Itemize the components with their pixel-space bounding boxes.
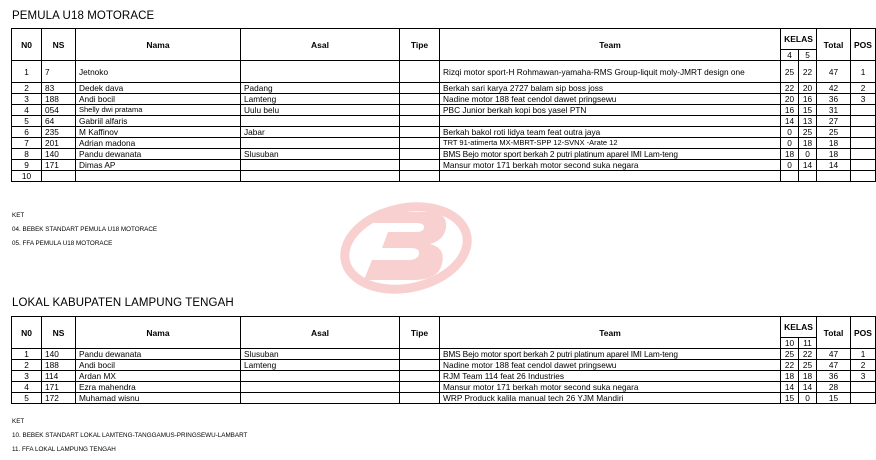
cell-tipe [400, 393, 440, 404]
cell-pos: 1 [851, 61, 876, 83]
cell-ns: 171 [42, 382, 76, 393]
cell-pos [851, 382, 876, 393]
cell-team: Berkah sari karya 2727 balam sip boss joss [440, 83, 781, 94]
table-header-row [12, 317, 876, 338]
header-team: Team [440, 29, 781, 61]
table-row [12, 61, 876, 83]
cell-nama: Gabriil alfaris [76, 116, 241, 127]
cell-total: 25 [817, 127, 851, 138]
watermark-shapes [337, 196, 475, 300]
header-no: N0 [12, 317, 42, 349]
header-total: Total [817, 29, 851, 61]
note-line: 05. FFA PEMULA U18 MOTORACE [12, 240, 113, 247]
cell-team: PBC Junior berkah kopi bos yasel PTN [440, 105, 781, 116]
cell-kelas-2: 0 [799, 149, 817, 160]
cell-tipe [400, 360, 440, 371]
cell-ns: 172 [42, 393, 76, 404]
cell-nama: Dimas AP [76, 160, 241, 171]
cell-total: 47 [817, 61, 851, 83]
cell-kelas-2: 18 [799, 371, 817, 382]
cell-kelas-2: 16 [799, 94, 817, 105]
header-pos: POS [851, 317, 876, 349]
note-line: 04. BEBEK STANDART PEMULA U18 MOTORACE [12, 226, 158, 233]
cell-team: Mansur motor 171 berkah motor second suka negara [440, 160, 781, 171]
cell-tipe [400, 160, 440, 171]
cell-team: Mansur motor 171 berkah motor second suka negara [440, 382, 781, 393]
cell-total: 28 [817, 382, 851, 393]
header-kelas-2: 5 [799, 50, 817, 61]
cell-no: 1 [12, 349, 42, 360]
cell-no: 2 [12, 83, 42, 94]
cell-ns: 235 [42, 127, 76, 138]
cell-total: 18 [817, 149, 851, 160]
cell-team: TRT 91-atimerta MX-MBRT-SPP 12-SVNX -Arate 12 [440, 138, 781, 149]
cell-total: 42 [817, 83, 851, 94]
header-pos: POS [851, 29, 876, 61]
cell-asal: Slusuban [241, 349, 400, 360]
cell-kelas-1: 0 [781, 127, 799, 138]
cell-tipe [400, 83, 440, 94]
table-row [12, 127, 876, 138]
section-title-lokal: LOKAL KABUPATEN LAMPUNG TENGAH [12, 297, 234, 309]
cell-kelas-1: 18 [781, 149, 799, 160]
header-asal: Asal [241, 29, 400, 61]
cell-team: Nadine motor 188 feat cendol dawet pringsewu [440, 94, 781, 105]
header-kelas-1: 10 [781, 338, 799, 349]
cell-tipe [400, 171, 440, 182]
cell-no: 1 [12, 61, 42, 83]
header-tipe: Tipe [400, 317, 440, 349]
cell-asal: Slusuban [241, 149, 400, 160]
table-row [12, 160, 876, 171]
cell-asal: Jabar [241, 127, 400, 138]
cell-pos [851, 171, 876, 182]
cell-total: 36 [817, 94, 851, 105]
cell-nama: M Kaffinov [76, 127, 241, 138]
cell-ns: 140 [42, 349, 76, 360]
cell-kelas-1: 14 [781, 116, 799, 127]
table-row [12, 94, 876, 105]
cell-kelas-1: 18 [781, 371, 799, 382]
cell-asal [241, 116, 400, 127]
header-no: N0 [12, 29, 42, 61]
table-row [12, 382, 876, 393]
table-header-row [12, 29, 876, 50]
cell-total: 47 [817, 349, 851, 360]
cell-ns: 201 [42, 138, 76, 149]
cell-no: 2 [12, 360, 42, 371]
table-row [12, 371, 876, 382]
cell-kelas-2: 14 [799, 160, 817, 171]
cell-pos [851, 393, 876, 404]
cell-kelas-1: 14 [781, 382, 799, 393]
cell-ns: 114 [42, 371, 76, 382]
section-title-pemula: PEMULA U18 MOTORACE [12, 10, 155, 22]
note-line: 11. FFA LOKAL LAMPUNG TENGAH [12, 446, 116, 453]
header-team: Team [440, 317, 781, 349]
cell-asal: Lamteng [241, 360, 400, 371]
cell-pos [851, 105, 876, 116]
cell-ns: 64 [42, 116, 76, 127]
header-tipe: Tipe [400, 29, 440, 61]
header-ns: NS [42, 317, 76, 349]
cell-ns: 188 [42, 360, 76, 371]
header-kelas: KELAS [781, 29, 817, 50]
cell-no: 4 [12, 382, 42, 393]
cell-team: BMS Bejo motor sport berkah 2 putri platinum aparel IMI Lam-teng [440, 349, 781, 360]
cell-total: 36 [817, 371, 851, 382]
cell-kelas-2: 18 [799, 138, 817, 149]
header-total: Total [817, 317, 851, 349]
cell-asal [241, 382, 400, 393]
table-row [12, 83, 876, 94]
cell-team: Rizqi motor sport-H Rohmawan-yamaha-RMS Group-liquit moly-JMRT design one [440, 61, 781, 83]
table-row [12, 105, 876, 116]
cell-no: 5 [12, 116, 42, 127]
cell-no: 10 [12, 171, 42, 182]
notes-lokal [12, 417, 247, 459]
cell-tipe [400, 149, 440, 160]
cell-nama [76, 171, 241, 182]
cell-pos [851, 138, 876, 149]
results-table-lokal [11, 316, 876, 404]
table-row [12, 349, 876, 360]
cell-team: Nadine motor 188 feat cendol dawet pringsewu [440, 360, 781, 371]
cell-total [817, 171, 851, 182]
cell-ns: 188 [42, 94, 76, 105]
cell-kelas-2: 22 [799, 61, 817, 83]
cell-kelas-1: 0 [781, 160, 799, 171]
cell-nama: Dedek dava [76, 83, 241, 94]
header-kelas: KELAS [781, 317, 817, 338]
cell-kelas-2: 13 [799, 116, 817, 127]
cell-kelas-2: 25 [799, 127, 817, 138]
table-row [12, 171, 876, 182]
cell-asal: Uulu belu [241, 105, 400, 116]
cell-total: 27 [817, 116, 851, 127]
cell-asal [241, 61, 400, 83]
cell-no: 4 [12, 105, 42, 116]
watermark-logo [336, 190, 476, 300]
cell-ns: 140 [42, 149, 76, 160]
cell-team [440, 171, 781, 182]
cell-nama: Pandu dewanata [76, 349, 241, 360]
cell-total: 47 [817, 360, 851, 371]
cell-nama: Andi bocil [76, 94, 241, 105]
table-row [12, 360, 876, 371]
cell-no: 3 [12, 371, 42, 382]
cell-ns: 171 [42, 160, 76, 171]
cell-tipe [400, 61, 440, 83]
cell-no: 7 [12, 138, 42, 149]
header-nama: Nama [76, 317, 241, 349]
cell-ns: 7 [42, 61, 76, 83]
cell-kelas-1: 15 [781, 393, 799, 404]
cell-pos [851, 149, 876, 160]
cell-nama: Adrian madona [76, 138, 241, 149]
cell-kelas-1: 16 [781, 105, 799, 116]
cell-asal: Lamteng [241, 94, 400, 105]
cell-pos: 3 [851, 94, 876, 105]
cell-tipe [400, 94, 440, 105]
cell-no: 9 [12, 160, 42, 171]
cell-pos: 2 [851, 360, 876, 371]
cell-asal [241, 138, 400, 149]
table-row [12, 138, 876, 149]
header-kelas-1: 4 [781, 50, 799, 61]
cell-kelas-1: 22 [781, 83, 799, 94]
cell-kelas-2 [799, 171, 817, 182]
cell-tipe [400, 105, 440, 116]
cell-nama: Shelly dwi pratama [76, 105, 241, 116]
cell-kelas-2: 0 [799, 393, 817, 404]
header-nama: Nama [76, 29, 241, 61]
cell-asal: Padang [241, 83, 400, 94]
cell-tipe [400, 371, 440, 382]
results-table-pemula [11, 28, 876, 182]
cell-kelas-1: 25 [781, 349, 799, 360]
cell-nama: Muhamad wisnu [76, 393, 241, 404]
cell-asal [241, 371, 400, 382]
cell-total: 31 [817, 105, 851, 116]
cell-asal [241, 393, 400, 404]
cell-pos: 3 [851, 371, 876, 382]
cell-kelas-2: 22 [799, 349, 817, 360]
cell-nama: Jetnoko [76, 61, 241, 83]
cell-kelas-2: 15 [799, 105, 817, 116]
cell-ns [42, 171, 76, 182]
cell-total: 18 [817, 138, 851, 149]
header-asal: Asal [241, 317, 400, 349]
cell-no: 8 [12, 149, 42, 160]
cell-kelas-1: 20 [781, 94, 799, 105]
table-row [12, 149, 876, 160]
cell-no: 3 [12, 94, 42, 105]
cell-team [440, 116, 781, 127]
cell-tipe [400, 382, 440, 393]
cell-nama: Ezra mahendra [76, 382, 241, 393]
cell-team: BMS Bejo motor sport berkah 2 putri platinum aparel IMI Lam-teng [440, 149, 781, 160]
cell-pos: 2 [851, 83, 876, 94]
cell-nama: Andi bocil [76, 360, 241, 371]
cell-kelas-2: 14 [799, 382, 817, 393]
table-row [12, 393, 876, 404]
cell-team: WRP Produck kalila manual tech 26 YJM Mandiri [440, 393, 781, 404]
table-row [12, 116, 876, 127]
cell-kelas-1 [781, 171, 799, 182]
cell-tipe [400, 349, 440, 360]
cell-kelas-2: 25 [799, 360, 817, 371]
cell-kelas-1: 25 [781, 61, 799, 83]
note-ket: KET [12, 418, 25, 425]
cell-total: 15 [817, 393, 851, 404]
cell-tipe [400, 138, 440, 149]
cell-no: 6 [12, 127, 42, 138]
cell-asal [241, 160, 400, 171]
cell-team: RJM Team 114 feat 26 Industries [440, 371, 781, 382]
cell-no: 5 [12, 393, 42, 404]
header-kelas-2: 11 [799, 338, 817, 349]
cell-total: 14 [817, 160, 851, 171]
header-ns: NS [42, 29, 76, 61]
cell-tipe [400, 116, 440, 127]
cell-pos [851, 116, 876, 127]
cell-ns: 83 [42, 83, 76, 94]
cell-kelas-1: 0 [781, 138, 799, 149]
cell-pos [851, 160, 876, 171]
cell-ns: 054 [42, 105, 76, 116]
cell-kelas-2: 20 [799, 83, 817, 94]
note-ket: KET [12, 212, 25, 219]
cell-pos: 1 [851, 349, 876, 360]
cell-team: Berkah bakol roti lidya team feat outra jaya [440, 127, 781, 138]
cell-pos [851, 127, 876, 138]
cell-nama: Pandu dewanata [76, 149, 241, 160]
note-line: 10. BEBEK STANDART LOKAL LAMTENG-TANGGAMUS-PRINGSEWU-LAMBART [12, 432, 248, 439]
cell-tipe [400, 127, 440, 138]
cell-asal [241, 171, 400, 182]
notes-pemula [12, 211, 157, 253]
cell-nama: Ardan MX [76, 371, 241, 382]
cell-kelas-1: 22 [781, 360, 799, 371]
